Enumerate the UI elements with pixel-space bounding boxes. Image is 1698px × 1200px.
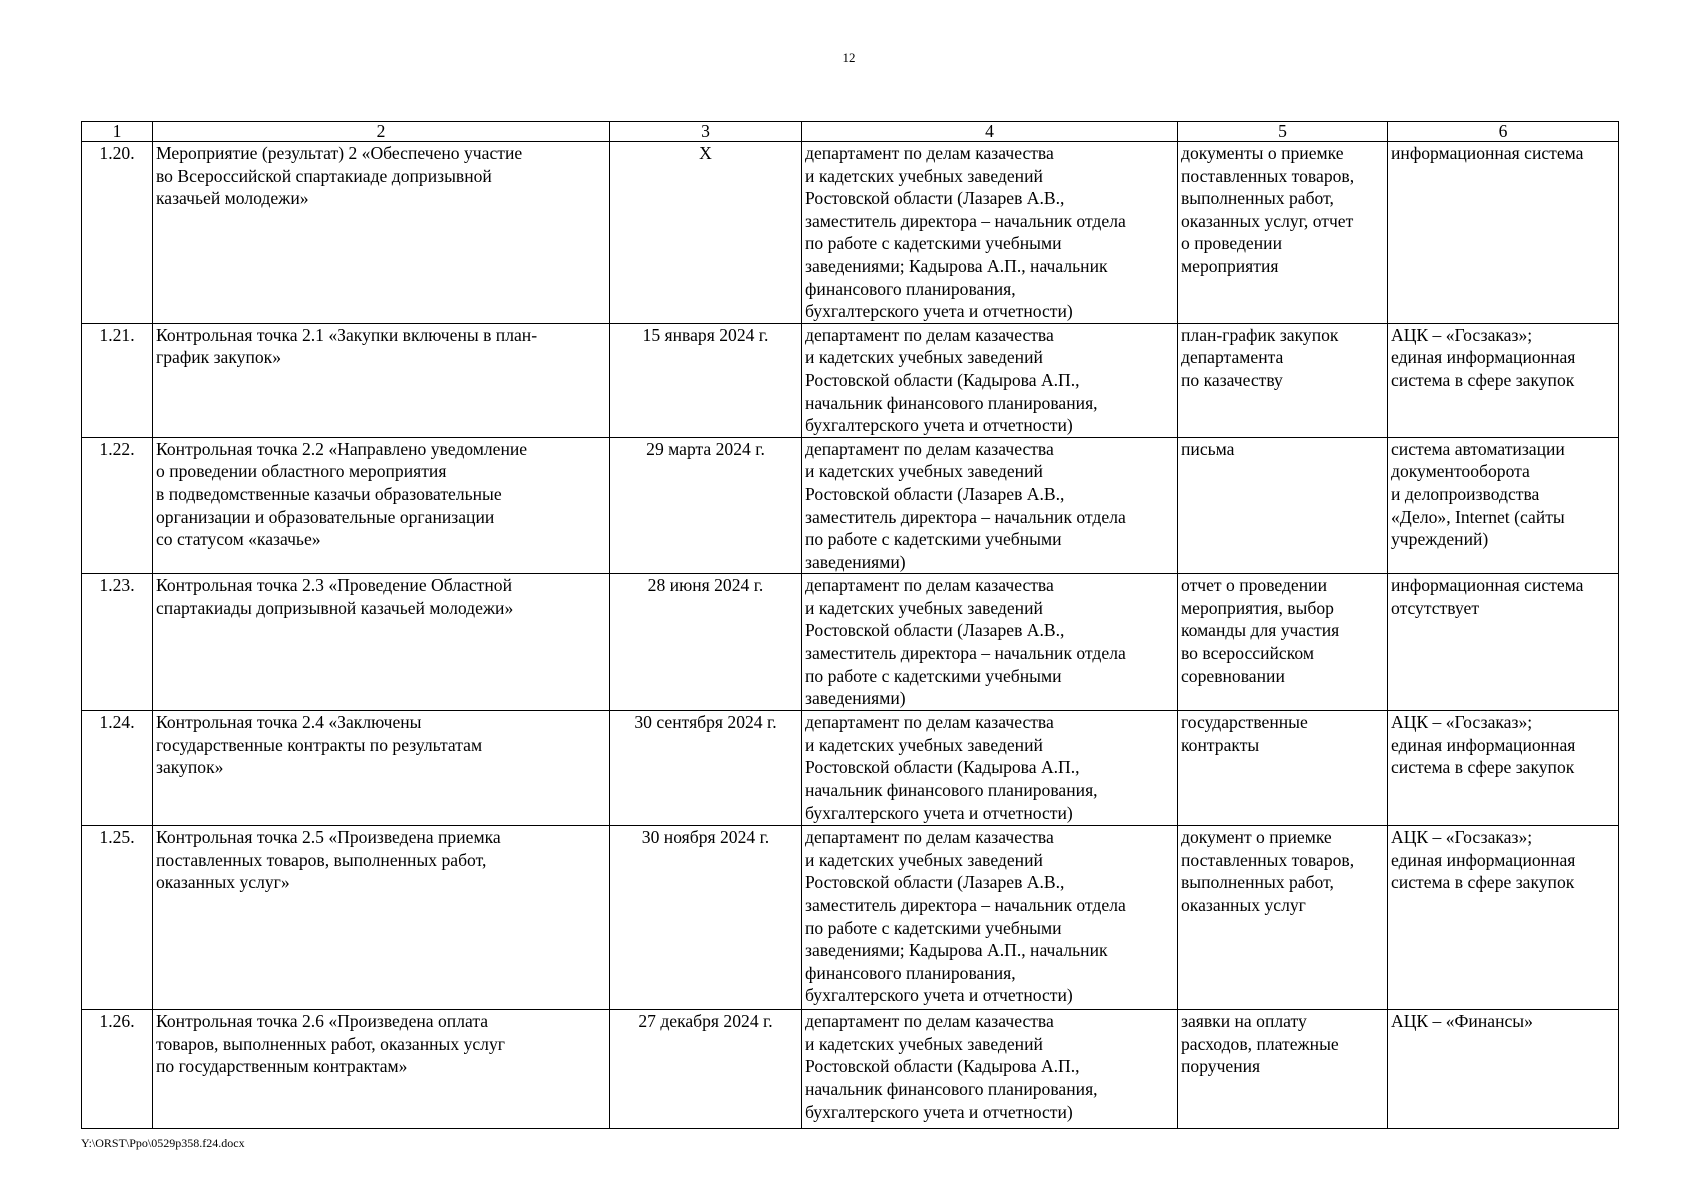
information-system: информационная система отсутствует: [1388, 574, 1619, 711]
deadline-date: X: [610, 142, 802, 324]
responsible-party: департамент по делам казачества и кадетских учебных заведений Ростовской области (Лазарев А.В., заместитель директора – начальник отдела по работе с кадетскими учебными заведениями; Кадырова А.П., начальник финансового планирования, бухгалтерского учета и отчетности): [802, 826, 1178, 1010]
responsible-party: департамент по делам казачества и кадетских учебных заведений Ростовской области (Кадырова А.П., начальник финансового планирования, бухгалтерского учета и отчетности): [802, 323, 1178, 437]
event-name: Контрольная точка 2.4 «Заключены государственные контракты по результатам закупок»: [153, 711, 610, 826]
deadline-date: 28 июня 2024 г.: [610, 574, 802, 711]
deadline-date: 27 декабря 2024 г.: [610, 1010, 802, 1129]
information-system: система автоматизации документооборота и делопроизводства «Дело», Internet (сайты учреждений): [1388, 437, 1619, 574]
responsible-party: департамент по делам казачества и кадетских учебных заведений Ростовской области (Кадырова А.П., начальник финансового планирования, бухгалтерского учета и отчетности): [802, 711, 1178, 826]
event-name: Контрольная точка 2.5 «Произведена приемка поставленных товаров, выполненных работ, оказанных услуг»: [153, 826, 610, 1010]
table-row: [82, 574, 1619, 711]
row-number: 1.26.: [82, 1010, 153, 1129]
page-number: 12: [842, 50, 856, 65]
deadline-date: 15 января 2024 г.: [610, 323, 802, 437]
event-name: Контрольная точка 2.6 «Произведена оплата товаров, выполненных работ, оказанных услуг по государственным контрактам»: [153, 1010, 610, 1129]
row-number: 1.25.: [82, 826, 153, 1010]
information-system: АЦК – «Госзаказ»; единая информационная система в сфере закупок: [1388, 826, 1619, 1010]
row-number: 1.24.: [82, 711, 153, 826]
information-system: АЦК – «Госзаказ»; единая информационная система в сфере закупок: [1388, 323, 1619, 437]
document-type: письма: [1178, 437, 1388, 574]
file-path-footer: Y:\ORST\Ppo\0529p358.f24.docx: [81, 1136, 245, 1150]
row-number: 1.23.: [82, 574, 153, 711]
plan-table: [81, 121, 1619, 1129]
event-name: Контрольная точка 2.2 «Направлено уведомление о проведении областного мероприятия в подведомственные казачьи образовательные организации и образовательные организации со статусом «казачье»: [153, 437, 610, 574]
event-name: Контрольная точка 2.1 «Закупки включены в план- график закупок»: [153, 323, 610, 437]
document-type: документы о приемке поставленных товаров, выполненных работ, оказанных услуг, отчет о проведении мероприятия: [1178, 142, 1388, 324]
deadline-date: 30 сентября 2024 г.: [610, 711, 802, 826]
document-type: документ о приемке поставленных товаров, выполненных работ, оказанных услуг: [1178, 826, 1388, 1010]
document-type: план-график закупок департамента по казачеству: [1178, 323, 1388, 437]
responsible-party: департамент по делам казачества и кадетских учебных заведений Ростовской области (Лазарев А.В., заместитель директора – начальник отдела по работе с кадетскими учебными заведениями; Кадырова А.П., начальник финансового планирования, бухгалтерского учета и отчетности): [802, 142, 1178, 324]
responsible-party: департамент по делам казачества и кадетских учебных заведений Ростовской области (Лазарев А.В., заместитель директора – начальник отдела по работе с кадетскими учебными заведениями): [802, 437, 1178, 574]
column-header: 1: [82, 122, 153, 142]
table-row: [82, 1010, 1619, 1129]
column-header: 3: [610, 122, 802, 142]
table-row: [82, 826, 1619, 1010]
column-header: 6: [1388, 122, 1619, 142]
row-number: 1.20.: [82, 142, 153, 324]
header-row: [82, 122, 1619, 142]
document-type: государственные контракты: [1178, 711, 1388, 826]
responsible-party: департамент по делам казачества и кадетских учебных заведений Ростовской области (Кадырова А.П., начальник финансового планирования, бухгалтерского учета и отчетности): [802, 1010, 1178, 1129]
row-number: 1.21.: [82, 323, 153, 437]
column-header: 4: [802, 122, 1178, 142]
deadline-date: 29 марта 2024 г.: [610, 437, 802, 574]
table-row: [82, 142, 1619, 324]
table-row: [82, 437, 1619, 574]
column-header: 5: [1178, 122, 1388, 142]
row-number: 1.22.: [82, 437, 153, 574]
information-system: АЦК – «Финансы»: [1388, 1010, 1619, 1129]
information-system: информационная система: [1388, 142, 1619, 324]
document-type: заявки на оплату расходов, платежные поручения: [1178, 1010, 1388, 1129]
event-name: Контрольная точка 2.3 «Проведение Областной спартакиады допризывной казачьей молодежи»: [153, 574, 610, 711]
information-system: АЦК – «Госзаказ»; единая информационная система в сфере закупок: [1388, 711, 1619, 826]
column-header: 2: [153, 122, 610, 142]
deadline-date: 30 ноября 2024 г.: [610, 826, 802, 1010]
document-type: отчет о проведении мероприятия, выбор команды для участия во всероссийском соревновании: [1178, 574, 1388, 711]
responsible-party: департамент по делам казачества и кадетских учебных заведений Ростовской области (Лазарев А.В., заместитель директора – начальник отдела по работе с кадетскими учебными заведениями): [802, 574, 1178, 711]
table-row: [82, 711, 1619, 826]
event-name: Мероприятие (результат) 2 «Обеспечено участие во Всероссийской спартакиаде допризывной казачьей молодежи»: [153, 142, 610, 324]
table-row: [82, 323, 1619, 437]
